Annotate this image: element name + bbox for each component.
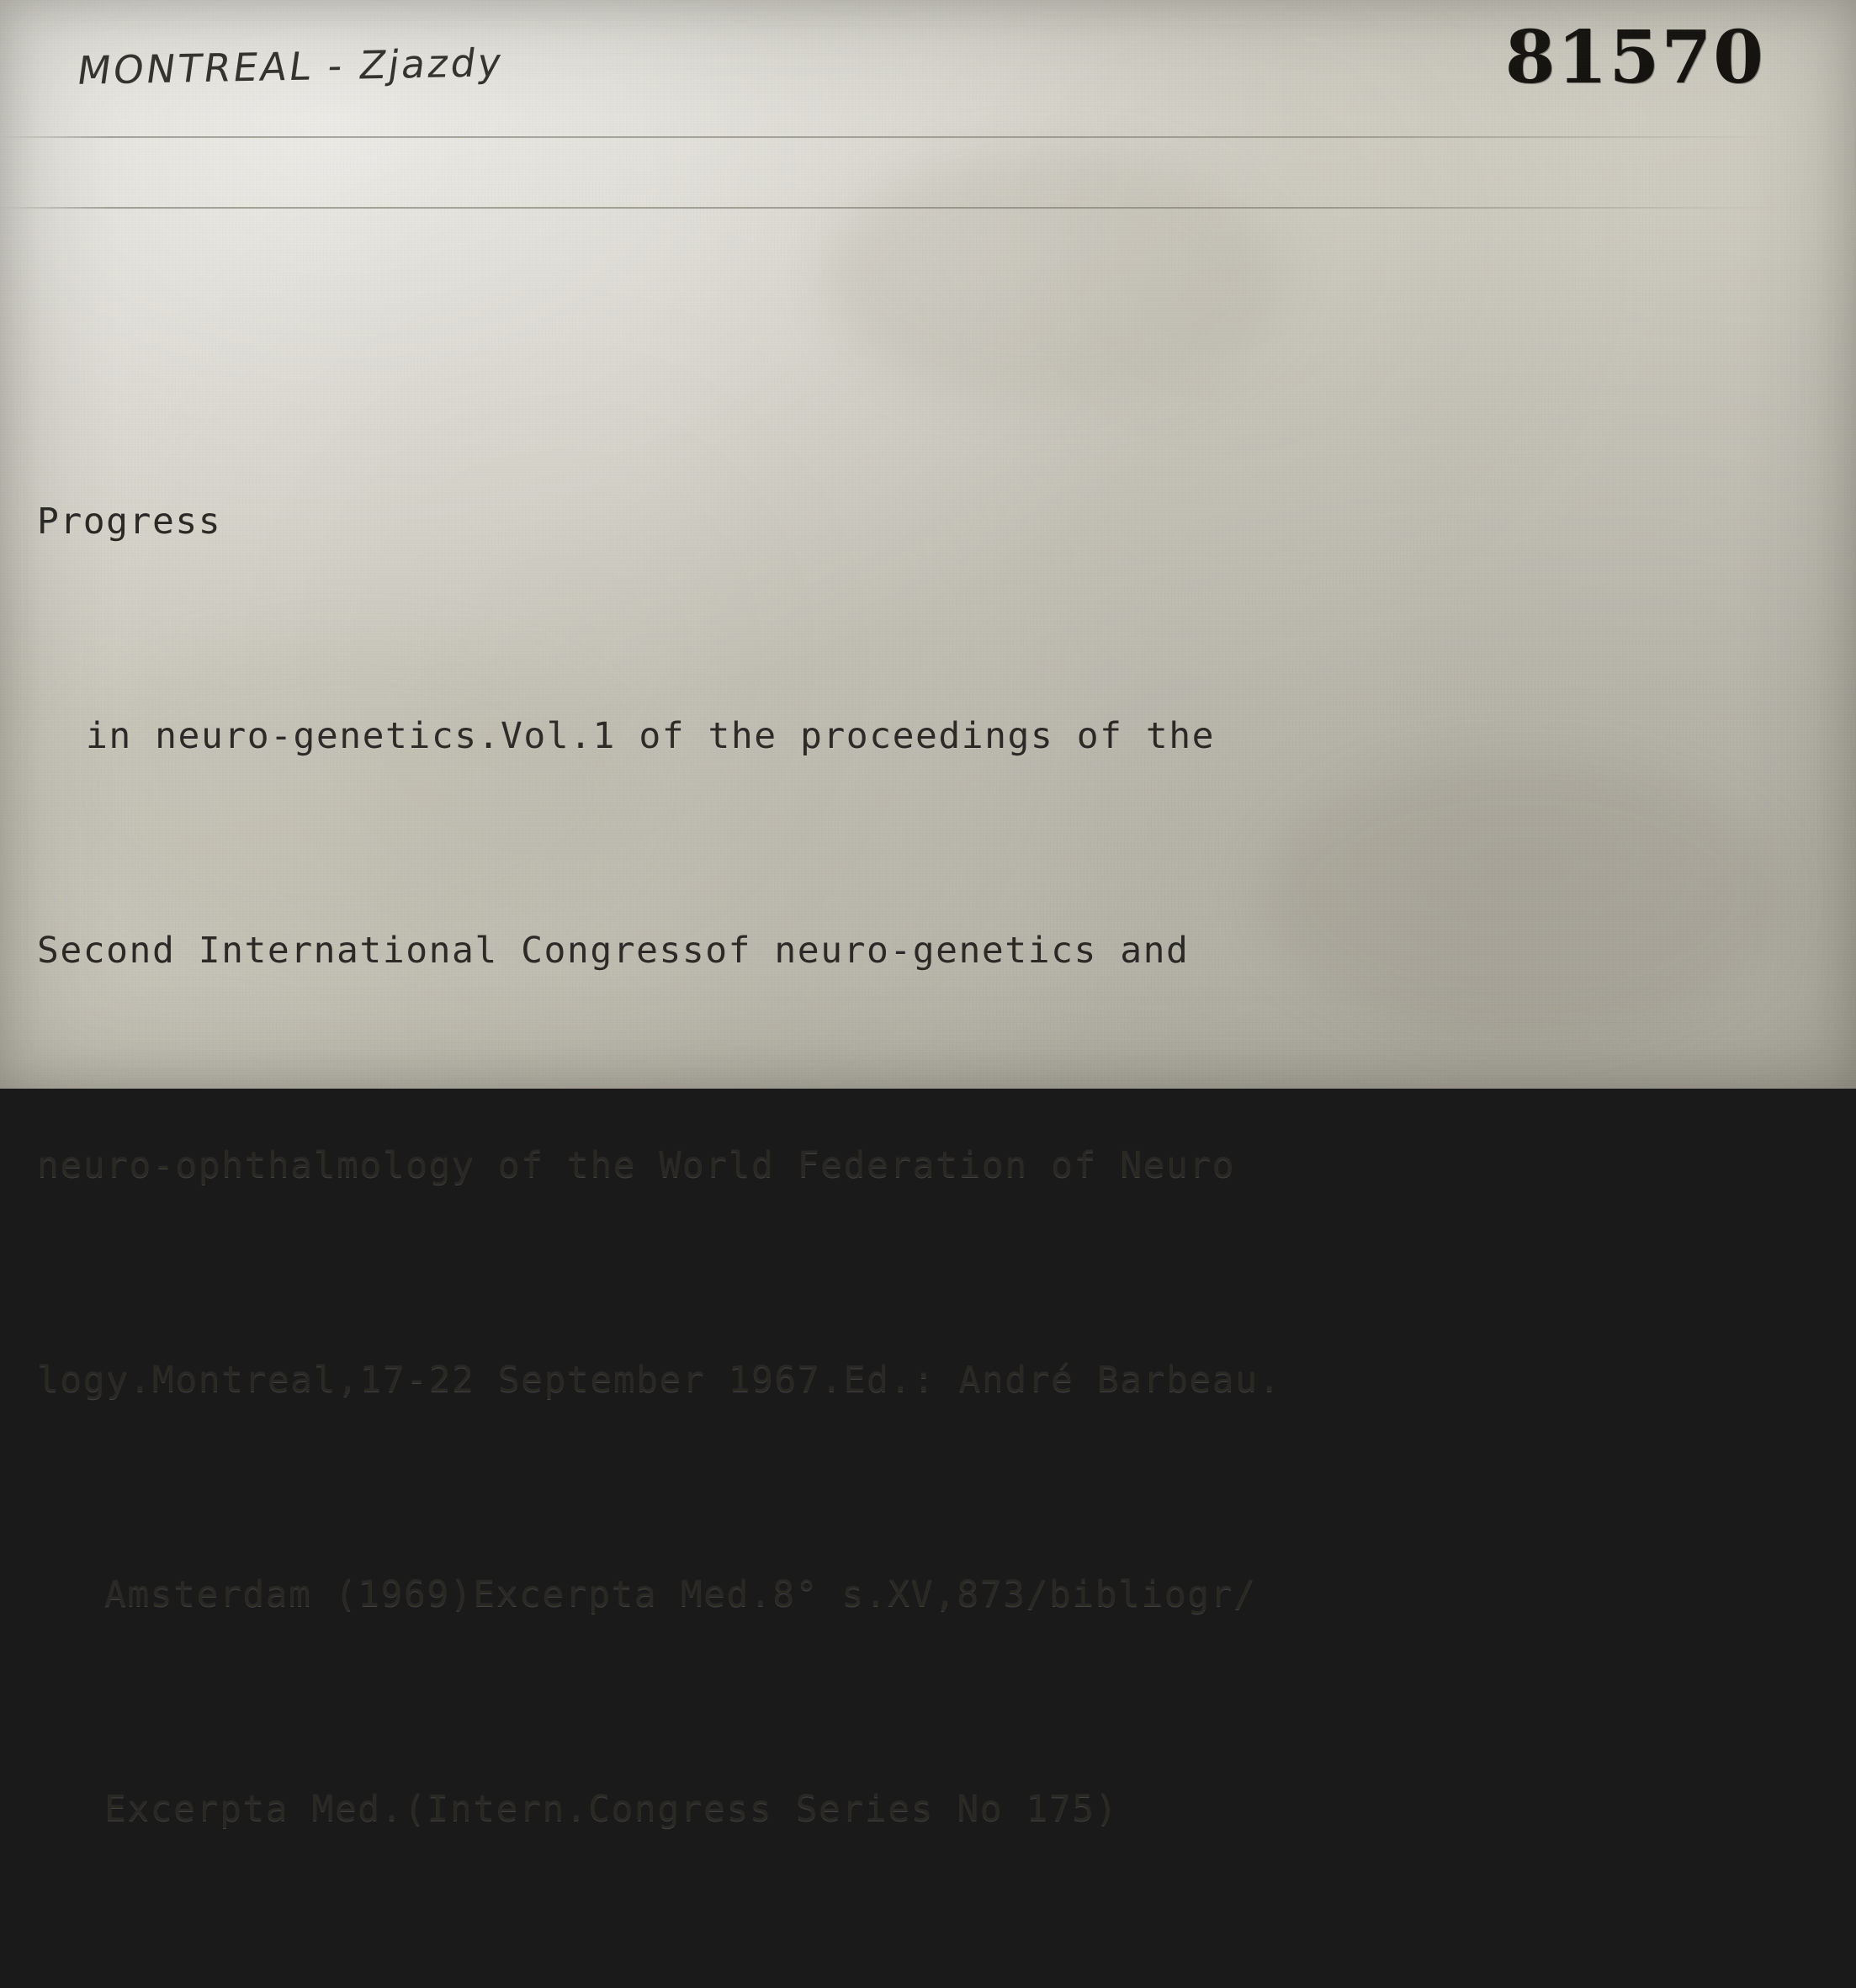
entry-line-4: logy.Montreal,17-22 September 1967.Ed.: André Barbeau. <box>37 1359 1281 1401</box>
ruled-line-top <box>0 136 1856 138</box>
entry-line-title: Progress <box>37 501 222 543</box>
entry-line-3: neuro-ophthalmology of the World Federation of Neuro <box>37 1144 1236 1186</box>
entry-line-2: Second International Congressof neuro-genetics and <box>37 930 1190 972</box>
entry-line-imprint: Amsterdam (1969)Excerpta Med.8° s.XV,873/bibliogr/ <box>104 1573 1257 1615</box>
bibliographic-entry <box>37 343 1821 1988</box>
entry-line-1: in neuro-genetics.Vol.1 of the proceedings of the <box>86 715 1216 757</box>
accession-number: 81570 <box>1504 15 1765 100</box>
handwritten-subject-heading: MONTREAL - Zjazdy <box>74 40 507 93</box>
ruled-line-second <box>0 207 1856 209</box>
entry-line-series-note: Excerpta Med.(Intern.Congress Series No 175) <box>104 1788 1119 1830</box>
